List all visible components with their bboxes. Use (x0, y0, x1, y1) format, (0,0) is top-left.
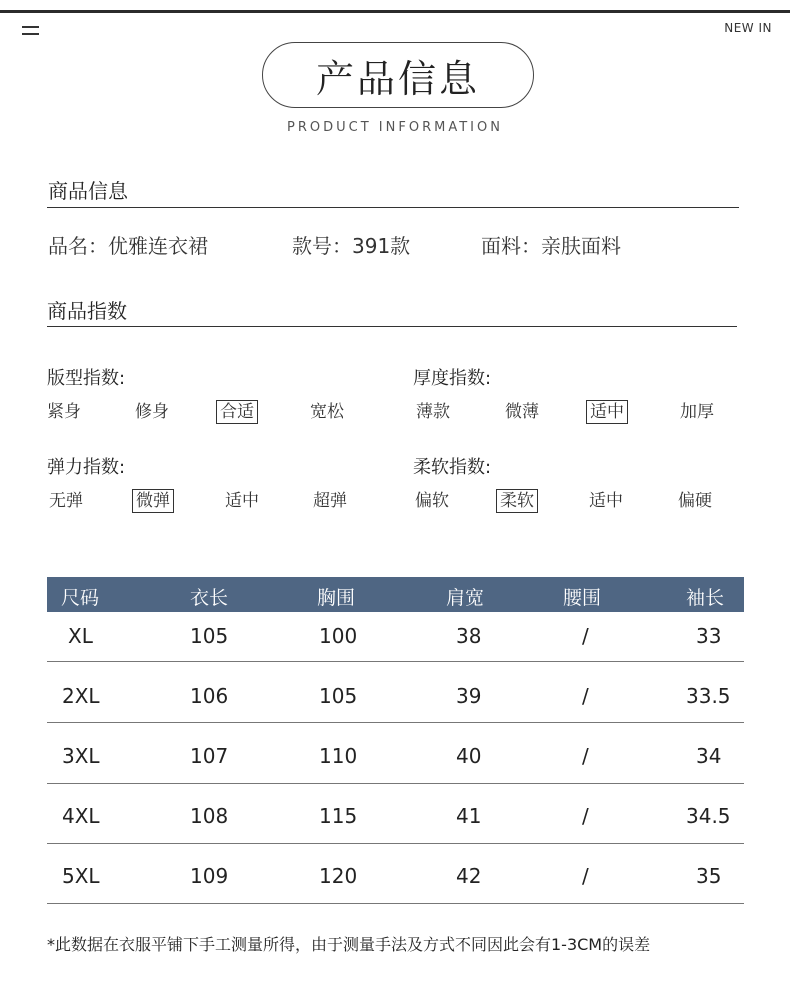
table-cell: 39 (456, 684, 482, 708)
row-divider (47, 843, 744, 844)
table-cell: 108 (190, 804, 229, 828)
column-header-length: 衣长 (190, 587, 229, 609)
table-cell: 109 (190, 864, 229, 888)
elasticity-option: 无弹 (49, 491, 83, 511)
elasticity-option: 适中 (225, 491, 259, 511)
table-cell: 42 (456, 864, 482, 888)
section-divider (47, 207, 739, 208)
thickness-option: 薄款 (416, 402, 450, 422)
thickness-index-title: 厚度指数: (413, 368, 492, 389)
column-header-waist: 腰围 (563, 587, 602, 609)
softness-option: 偏软 (415, 491, 449, 511)
table-cell: 35 (696, 864, 722, 888)
table-cell: 120 (319, 864, 358, 888)
table-cell: 105 (319, 684, 358, 708)
fit-option: 紧身 (47, 402, 81, 422)
table-cell: 100 (319, 624, 358, 648)
fit-option: 修身 (135, 402, 169, 422)
column-header-size: 尺码 (61, 587, 100, 609)
top-divider (0, 10, 790, 13)
page-subtitle: PRODUCT INFORMATION (287, 120, 503, 135)
table-cell: / (582, 864, 589, 888)
product-name: 品名：优雅连衣裙 (48, 234, 208, 258)
column-header-shoulder: 肩宽 (446, 587, 485, 609)
table-cell: 40 (456, 744, 482, 768)
table-cell: / (582, 804, 589, 828)
table-cell: / (582, 744, 589, 768)
softness-index-title: 柔软指数: (413, 457, 492, 478)
section-divider (47, 326, 737, 327)
table-cell: 34.5 (686, 804, 731, 828)
table-cell: 34 (696, 744, 722, 768)
fit-index-title: 版型指数: (47, 368, 126, 389)
product-style-no: 款号：391款 (292, 234, 411, 258)
table-cell-size: 3XL (62, 744, 100, 768)
elasticity-option-selected: 微弹 (132, 489, 174, 513)
product-fabric: 面料：亲肤面料 (481, 234, 621, 258)
thickness-option-selected: 适中 (586, 400, 628, 424)
table-cell: 33.5 (686, 684, 731, 708)
table-cell: 115 (319, 804, 358, 828)
row-divider (47, 661, 744, 662)
column-header-sleeve: 袖长 (686, 587, 725, 609)
measurement-note: *此数据在衣服平铺下手工测量所得，由于测量手法及方式不同因此会有1-3CM的误差 (47, 935, 651, 954)
column-header-bust: 胸围 (317, 587, 356, 609)
table-cell: 110 (319, 744, 358, 768)
menu-icon[interactable] (22, 26, 39, 36)
row-divider (47, 722, 744, 723)
page-title: 产品信息 (262, 42, 534, 108)
table-cell: 105 (190, 624, 229, 648)
product-index-title: 商品指数 (47, 299, 127, 323)
softness-option: 偏硬 (678, 491, 712, 511)
fit-option: 宽松 (310, 402, 344, 422)
table-cell-size: 2XL (62, 684, 100, 708)
thickness-option: 加厚 (680, 402, 714, 422)
table-cell: 106 (190, 684, 229, 708)
table-cell: 33 (696, 624, 722, 648)
new-in-link[interactable]: NEW IN (724, 21, 772, 35)
row-divider (47, 783, 744, 784)
elasticity-option: 超弹 (313, 491, 347, 511)
row-divider (47, 903, 744, 904)
elasticity-index-title: 弹力指数: (47, 457, 126, 478)
size-table-header (47, 577, 744, 612)
table-cell: 38 (456, 624, 482, 648)
table-cell: / (582, 624, 589, 648)
fit-option-selected: 合适 (216, 400, 258, 424)
table-cell-size: XL (68, 624, 93, 648)
table-cell-size: 4XL (62, 804, 100, 828)
table-cell: 41 (456, 804, 482, 828)
product-info-title: 商品信息 (48, 179, 128, 203)
table-cell-size: 5XL (62, 864, 100, 888)
thickness-option: 微薄 (505, 402, 539, 422)
table-cell: / (582, 684, 589, 708)
table-cell: 107 (190, 744, 229, 768)
softness-option-selected: 柔软 (496, 489, 538, 513)
softness-option: 适中 (589, 491, 623, 511)
